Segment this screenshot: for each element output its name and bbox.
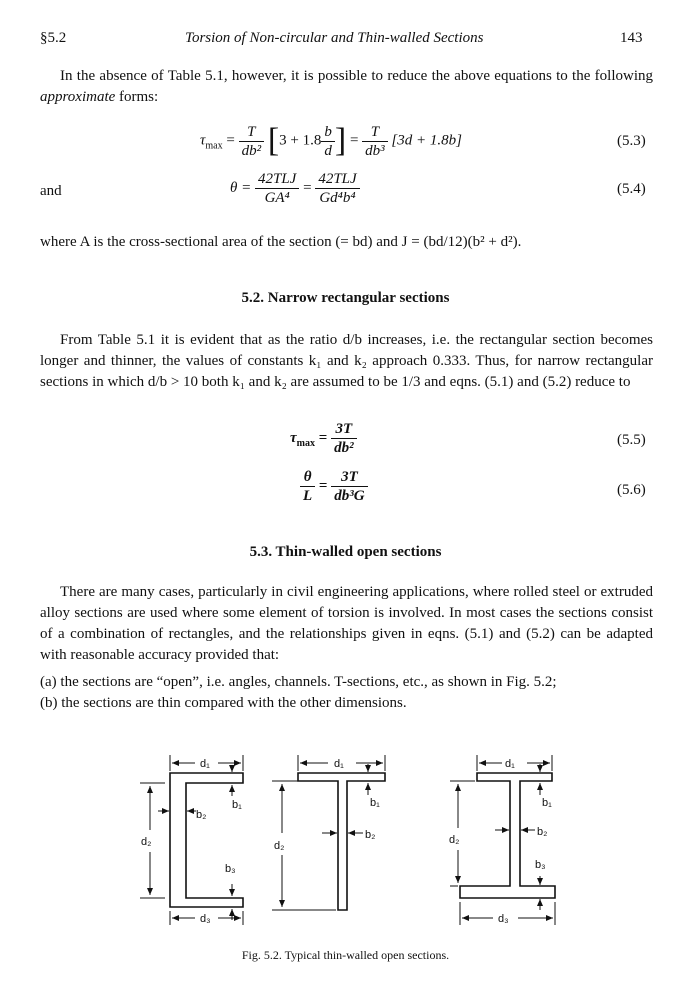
denominator: d [324,142,332,159]
label-d2: d₂ [449,834,460,846]
fraction-theta-over-l [300,468,315,505]
list-item-a: (a) the sections are “open”, i.e. angles, channels. T-sections, etc., as shown in Fig. 5.2; [40,674,557,690]
section-5-2-paragraph: From Table 5.1 it is evident that as the ratio d/b increases, i.e. the rectangular section becomes longer and thinner, the values of constants k₁ and k₂ approach 0.333. Thus, for narrow rectangular sections in which d/b > 10 both k₁ and k₂ are assumed to be 1/3 and eqns. (5.1) and (5.2) reduce to [40,332,653,390]
fraction-3t-over-db2 [331,420,357,457]
numerator: 42TLJ [255,170,299,189]
equation-5-4 [230,170,360,207]
label-b1: b₁ [542,797,552,809]
running-title: Torsion of Non-circular and Thin-walled Sections [185,30,484,46]
figure-thin-walled-sections [0,740,691,955]
section-5-3-paragraph: There are many cases, particularly in civil engineering applications, where rolled steel or extruded alloy sections are used where some element of torsion is involved. In most cases the sections consist of a combination of rectangles, and the relationships given in eqns. (5.1) and (5.2) can be adapted with reasonable accuracy provided that: [40,584,653,663]
equals-sign: = [349,132,359,149]
equals-sign: = [303,179,312,196]
theta-lhs: θ = [230,179,252,196]
tee-section-outline [298,773,385,910]
equation-number: (5.4) [617,181,646,197]
denominator: GA⁴ [264,190,290,206]
label-d1: d₁ [200,758,210,770]
equals-sign: = [318,429,328,446]
denominator: L [303,488,313,504]
section-heading-5-3: 5.3. Thin-walled open sections [249,544,442,560]
label-b1: b₁ [370,797,380,809]
intro-emphasis: approximate [40,89,116,105]
numerator: T [362,123,388,142]
label-b2: b₂ [537,826,548,838]
equals-sign: = [318,477,328,494]
numerator: 42TLJ [315,170,359,189]
label-b2: b₂ [196,809,207,821]
section-heading-5-2: 5.2. Narrow rectangular sections [241,290,450,306]
label-d2: d₂ [274,840,285,852]
denominator: Gd⁴b⁴ [319,190,356,206]
where-line: where A is the cross-sectional area of the section (= bd) and J = (bd/12)(b² + d²). [40,234,522,250]
right-bracket: ] [334,122,347,159]
list-item-b: (b) the sections are thin compared with the other dimensions. [40,695,407,711]
denominator: db² [241,142,262,159]
tau-symbol: τ [200,132,206,149]
equation-number: (5.6) [617,482,646,498]
left-bracket: [ [267,122,280,159]
label-d1: d₁ [334,758,344,770]
bracket-content: 3 + 1.8 [279,132,322,149]
denominator: db² [334,440,354,456]
fraction-t-over-db3 [362,123,388,160]
tau-symbol: τ [290,429,297,446]
label-b3: b₃ [225,863,236,875]
numerator: b [321,123,335,142]
tau-subscript: max [296,437,316,449]
equation-5-3 [200,122,462,160]
fraction-b-over-d [321,123,335,160]
fraction-3t-over-db3g [331,468,367,505]
numerator: T [239,123,265,142]
denominator: db³ [365,142,385,159]
label-d3: d₃ [200,913,211,925]
fraction-t-over-db2 [239,123,265,160]
label-d1: d₁ [505,758,515,770]
intro-text: In the absence of Table 5.1, however, it is possible to reduce the above equations to the following [60,68,653,84]
intro-paragraph [40,66,653,108]
label-d2: d₂ [141,836,152,848]
equation-number: (5.5) [617,432,646,448]
fraction-42tlj-over-gd4b4 [315,170,359,207]
numerator: 3T [331,468,367,487]
page-number: 143 [620,30,643,46]
bracket-tail: [3d + 1.8b] [391,132,462,149]
fraction-42tlj-over-ga4 [255,170,299,207]
and-word: and [40,183,62,199]
figure-caption: Fig. 5.2. Typical thin-walled open sections. [241,948,450,962]
label-b3: b₃ [535,859,546,871]
equation-number: (5.3) [617,133,646,149]
label-d3: d₃ [498,913,509,925]
section-number: §5.2 [40,30,67,46]
tau-subscript: max [205,140,223,152]
label-b2: b₂ [365,829,376,841]
denominator: db³G [334,488,365,504]
equals-sign: = [226,132,235,149]
equation-5-6 [300,468,368,505]
equation-5-5 [290,420,357,457]
label-b1: b₁ [232,799,242,811]
numerator: θ [300,468,315,487]
numerator: 3T [331,420,357,439]
intro-text-end: forms: [115,89,159,105]
